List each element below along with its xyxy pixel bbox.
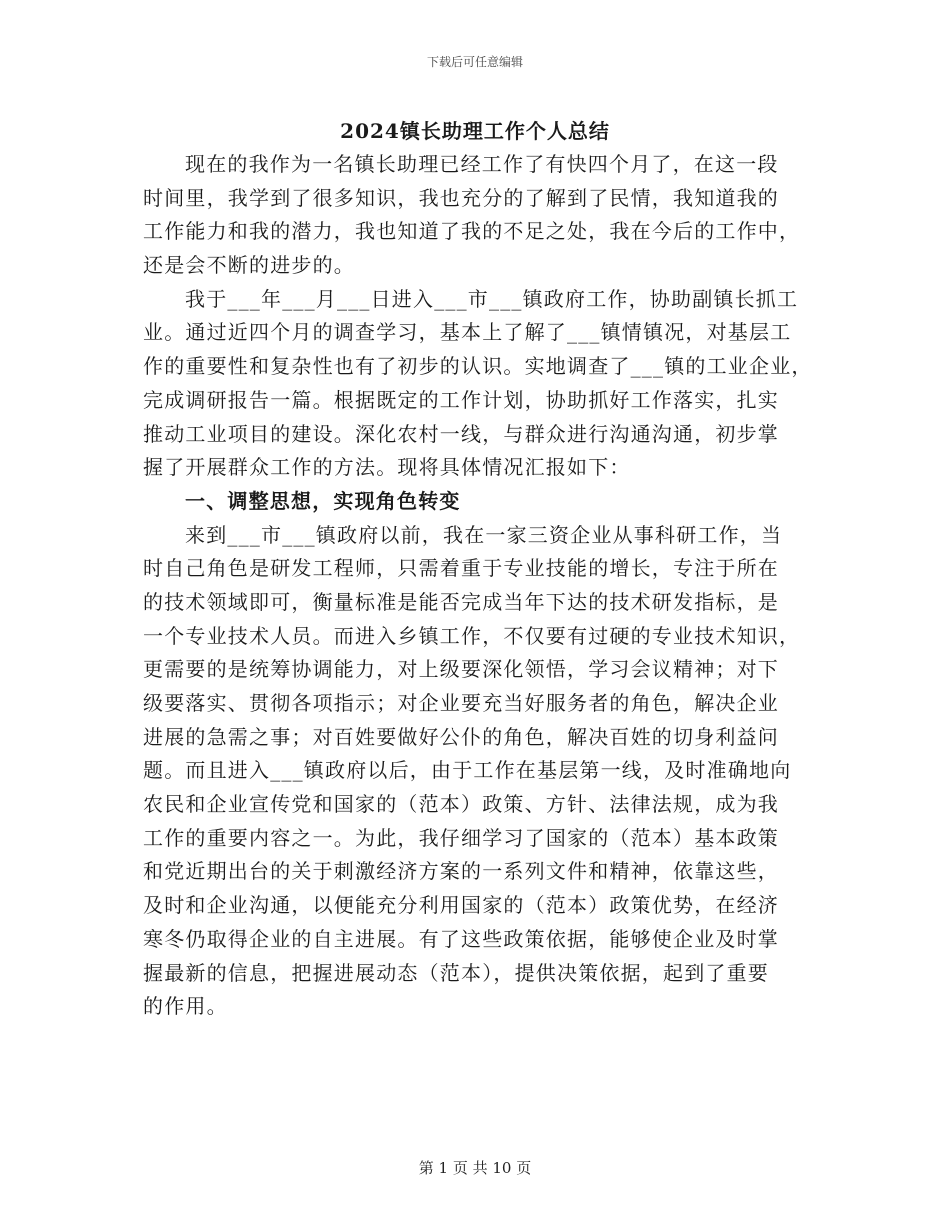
paragraph-line: 现在的我作为一名镇长助理已经工作了有快四个月了，在这一段 xyxy=(185,152,779,176)
document-title: 2024镇长助理工作个人总结 xyxy=(340,119,610,143)
paragraph-line: 工作的重要内容之一。为此，我仔细学习了国家的（范本）基本政策 xyxy=(143,825,779,850)
paragraph-line: 我于___年___月___日进入___市___镇政府工作，协助副镇长抓工 xyxy=(185,286,799,311)
paragraph-line: 握了开展群众工作的方法。现将具体情况汇报如下： xyxy=(143,455,631,480)
page-footer: 第 1 页 共 10 页 xyxy=(418,1159,532,1177)
paragraph-line: 来到___市___镇政府以前，我在一家三资企业从事科研工作，当 xyxy=(185,522,783,547)
paragraph-line: 业。通过近四个月的调查学习，基本上了解了___镇情镇况，对基层工 xyxy=(143,320,792,345)
paragraph-line: 及时和企业沟通，以便能充分利用国家的（范本）政策优势，在经济 xyxy=(143,893,779,918)
header-note: 下载后可任意编辑 xyxy=(426,55,523,69)
paragraph-line: 时自己角色是研发工程师，只需着重于专业技能的增长，专注于所在 xyxy=(143,556,779,581)
paragraph-line: 农民和企业宣传党和国家的（范本）政策、方针、法律法规，成为我 xyxy=(143,792,779,817)
paragraph-line: 工作能力和我的潜力，我也知道了我的不足之处，我在今后的工作中， xyxy=(143,219,801,244)
paragraph-line: 完成调研报告一篇。根据既定的工作计划，协助抓好工作落实，扎实 xyxy=(143,387,779,412)
paragraph-line: 更需要的是统筹协调能力，对上级要深化领悟，学习会议精神；对下 xyxy=(143,657,779,682)
paragraph-line: 寒冬仍取得企业的自主进展。有了这些政策依据，能够使企业及时掌 xyxy=(143,926,779,951)
paragraph-line: 一个专业技术人员。而进入乡镇工作，不仅要有过硬的专业技术知识， xyxy=(143,623,801,648)
paragraph-line: 和党近期出台的关于刺激经济方案的一系列文件和精神，依靠这些， xyxy=(143,859,779,884)
paragraph-line: 推动工业项目的建设。深化农村一线，与群众进行沟通沟通，初步掌 xyxy=(143,421,779,446)
paragraph-line: 作的重要性和复杂性也有了初步的认识。实地调查了___镇的工业企业， xyxy=(143,354,813,379)
paragraph-line: 握最新的信息，把握进展动态（范本），提供决策依据，起到了重要 xyxy=(143,960,769,985)
paragraph-line: 时间里，我学到了很多知识，我也充分的了解到了民情，我知道我的 xyxy=(143,185,779,210)
paragraph-line: 进展的急需之事；对百姓要做好公仆的角色，解决百姓的切身利益问 xyxy=(143,724,779,749)
paragraph-line: 还是会不断的进步的。 xyxy=(143,253,355,278)
paragraph-line: 的技术领域即可，衡量标准是能否完成当年下达的技术研发指标，是 xyxy=(143,589,779,614)
paragraph-line: 的作用。 xyxy=(143,994,228,1019)
document-body xyxy=(143,148,823,1024)
paragraph-line: 级要落实、贯彻各项指示；对企业要充当好服务者的角色，解决企业 xyxy=(143,691,779,715)
section-heading: 一、调整思想，实现角色转变 xyxy=(185,488,461,513)
paragraph-line: 题。而且进入___镇政府以后，由于工作在基层第一线，及时准确地向 xyxy=(143,758,792,783)
